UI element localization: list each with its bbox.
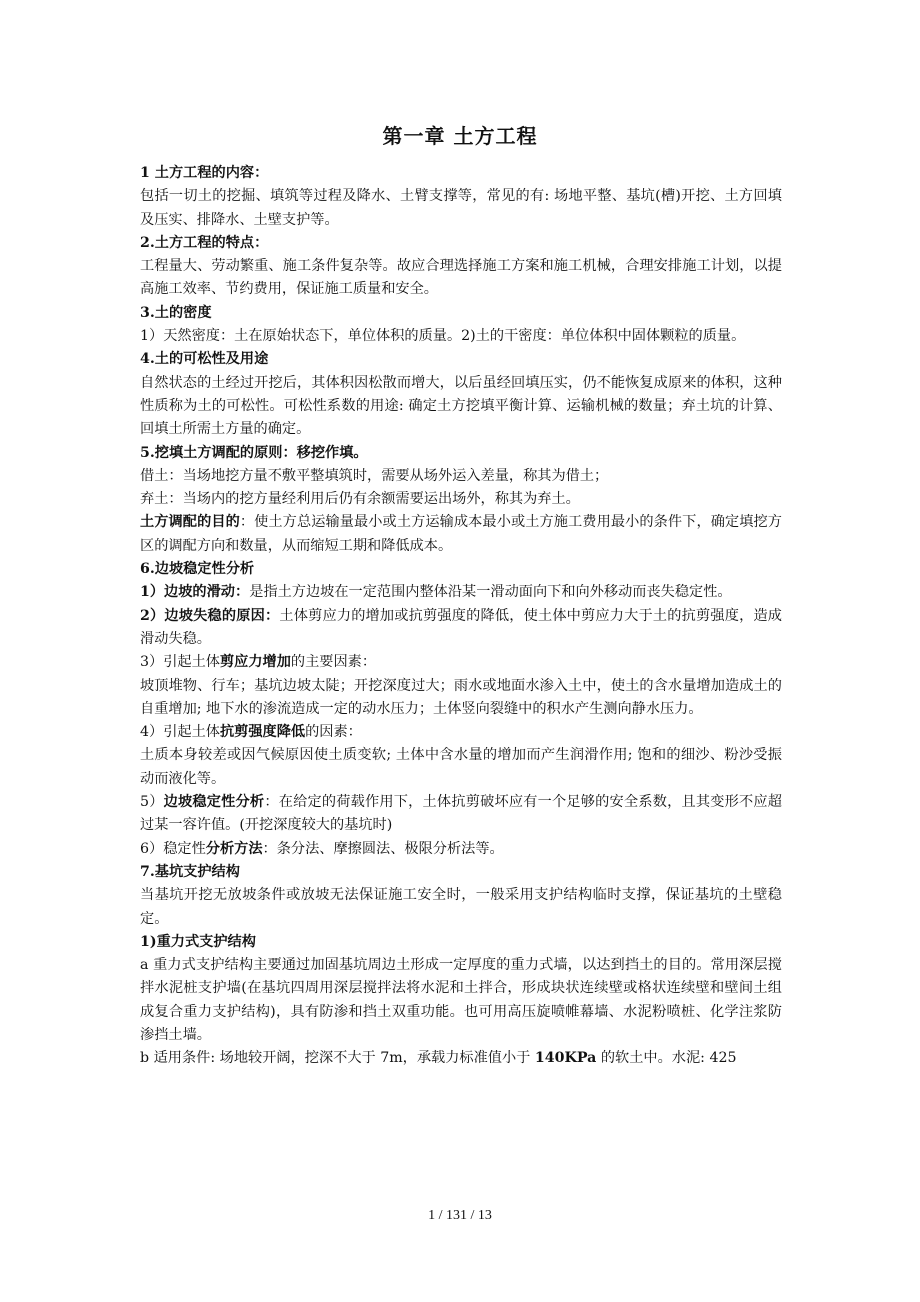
section-1-heading: 1 土方工程的内容： (140, 165, 269, 181)
section-1-text: 包括一切土的挖掘、填筑等过程及降水、土臂支撑等，常见的有: 场地平整、基坑(槽)开挖、土方回填及压实、排降水、土壁支护等。 (140, 188, 782, 228)
stability-analysis-paragraph (140, 791, 782, 838)
stability-analysis-bold: 边坡稳定性分析 (163, 794, 265, 811)
borrow-soil-text: 借土：当场地挖方量不敷平整填筑时，需要从场外运入差量，称其为借土； (140, 467, 609, 484)
stability-analysis-pre: 5） (140, 794, 164, 811)
gravity-support-a-text: a 重力式支护结构主要通过加固基坑周边土形成一定厚度的重力式墙，以达到挡土的目的。常用深层搅拌水泥桩支护墙(在基坑四周用深层搅拌法将水泥和土拌合，形成块状连续壁或格状连续壁和壁间土组成复合重力支护结构)，具有防渗和挡土双重功能。也可用高压旋喷帷幕墙、水泥粉喷桩、化学注浆防渗挡土墙。 (140, 957, 782, 1043)
section-2-text: 工程量大、劳动繁重、施工条件复杂等。故应合理选择施工方案和施工机械，合理安排施工计划，以提高施工效率、节约费用，保证施工质量和安全。 (140, 258, 782, 298)
shear-strength-bold: 抗剪强度降低 (219, 724, 306, 741)
slope-sliding-text: 是指土方边坡在一定范围内整体沿某一滑动面向下和向外移动而丧失稳定性。 (249, 584, 732, 601)
slope-failure-text: 土体剪应力的增加或抗剪强度的降低，使土体中剪应力大于土的抗剪强度，造成滑动失稳。 (140, 607, 782, 647)
shear-strength-reduce-title (140, 721, 782, 744)
shear-stress-bold: 剪应力增加 (219, 654, 291, 671)
waste-soil-text: 弃土：当场内的挖方量经利用后仍有余额需要运出场外，称其为弃土。 (140, 491, 580, 508)
section-2-heading: 2.土方工程的特点： (140, 234, 269, 251)
gravity-support-b-post: 的软土中。水泥: 425 (596, 1050, 737, 1067)
shear-strength-post: 的因素： (305, 724, 362, 741)
shear-strength-reduce-text: 土质本身较差或因气候原因使土质变软; 土体中含水量的增加而产生润滑作用; 饱和的细沙、粉沙受振动而液化等。 (140, 747, 782, 787)
stability-analysis-text: ：在给定的荷载作用下，土体抗剪破坏应有一个足够的安全系数，且其变形不应超过某一容许值。(开挖深度较大的基坑时) (140, 794, 782, 834)
allocation-purpose-paragraph (140, 511, 782, 558)
slope-failure-paragraph (140, 605, 782, 652)
gravity-support-b-paragraph (140, 1047, 782, 1070)
analysis-method-text: ：条分法、摩擦圆法、极限分析法等。 (262, 840, 504, 857)
gravity-support-b-bold: 140KPa (534, 1050, 597, 1067)
section-5-heading: 5.挖填土方调配的原则：移挖作填。 (140, 444, 368, 461)
shear-stress-pre: 3）引起土体 (140, 654, 220, 671)
analysis-method-pre: 6）稳定性 (140, 840, 206, 857)
chapter-title: 第一章 土方工程 (382, 124, 538, 148)
section-3-heading: 3.土的密度 (140, 304, 212, 321)
allocation-purpose-label: 土方调配的目的 (140, 514, 240, 531)
section-6-heading: 6.边坡稳定性分析 (140, 561, 255, 578)
slope-sliding-paragraph (140, 581, 782, 604)
allocation-purpose-text: ：使土方总运输量最小或土方运输成本最小或土方施工费用最小的条件下，确定填挖方区的调配方向和数量，从而缩短工期和降低成本。 (140, 514, 782, 554)
shear-strength-pre: 4）引起土体 (140, 724, 220, 741)
gravity-support-heading: 1)重力式支护结构 (140, 933, 256, 950)
slope-failure-label: 2）边坡失稳的原因： (140, 607, 280, 624)
analysis-method-bold: 分析方法 (205, 840, 263, 857)
section-4-text: 自然状态的土经过开挖后，其体积因松散而增大，以后虽经回填压实，仍不能恢复成原来的体积，这种性质称为土的可松性。可松性系数的用途: 确定土方挖填平衡计算、运输机械的数量；弃土坑的计算、回填土所需土方量的确定。 (140, 374, 782, 438)
shear-stress-increase-title (140, 651, 782, 674)
section-7-text: 当基坑开挖无放坡条件或放坡无法保证施工安全时，一般采用支护结构临时支撑，保证基坑的土壁稳定。 (140, 887, 782, 927)
section-7-heading: 7.基坑支护结构 (140, 863, 240, 880)
analysis-method-paragraph (140, 838, 782, 861)
shear-stress-increase-text: 坡顶堆物、行车；基坑边坡太陡；开挖深度过大；雨水或地面水渗入土中，使土的含水量增加造成土的自重增加; 地下水的渗流造成一定的动水压力；土体竖向裂缝中的积水产生测向静水压力。 (140, 677, 782, 717)
document-body (140, 162, 782, 1071)
gravity-support-b-pre: b 适用条件: 场地较开阔，挖深不大于 7m，承载力标准值小于 (140, 1050, 535, 1067)
shear-stress-post: 的主要因素： (290, 654, 377, 671)
page-number-footer: 1 / 131 / 13 (428, 1208, 492, 1223)
slope-sliding-label: 1）边坡的滑动： (140, 584, 250, 601)
section-4-heading: 4.土的可松性及用途 (140, 351, 269, 368)
section-3-text: 1）天然密度：土在原始状态下，单位体积的质量。2)土的干密度：单位体积中固体颗粒的质量。 (140, 328, 746, 345)
